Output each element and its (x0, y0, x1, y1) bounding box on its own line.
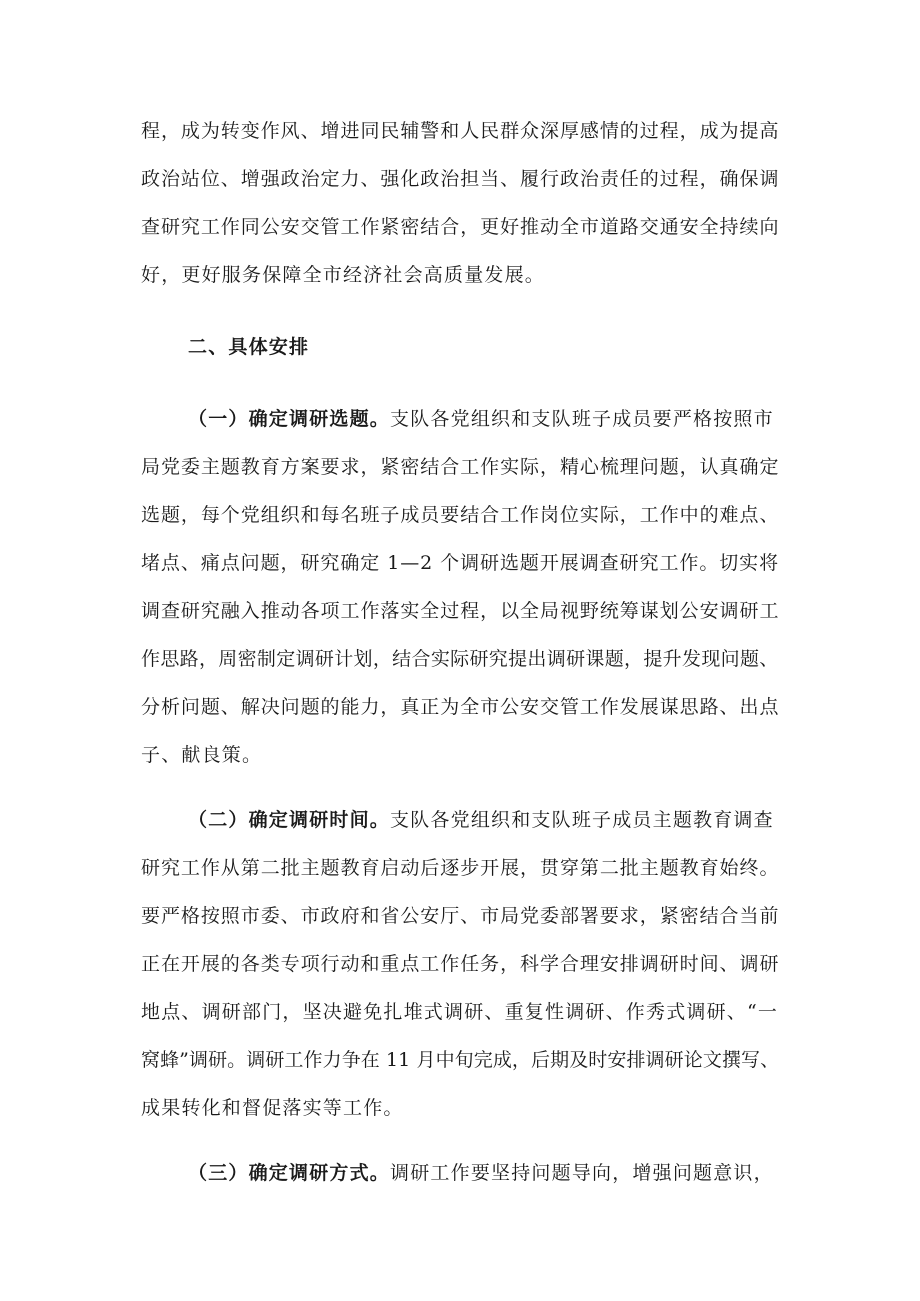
paragraph-text: 支队各党组织和支队班子成员主题教育调查 (390, 809, 774, 831)
paragraph-text: 支队各党组织和支队班子成员要严格按照市 (390, 408, 774, 430)
text-line: 好，更好服务保障全市经济社会高质量发展。 (141, 264, 546, 286)
text-line: 局党委主题教育方案要求，紧密结合工作实际，精心梳理问题，认真确定 (141, 456, 780, 478)
paragraph-lead: （三）确定调研方式。 (188, 1162, 391, 1184)
text-line: 窝蜂”调研。调研工作力争在 11 月中旬完成，后期及时安排调研论文撰写、 (141, 1049, 780, 1071)
text-line: 调查研究融入推动各项工作落实全过程，以全局视野统筹谋划公安调研工 (141, 600, 780, 622)
text-line: 分析问题、解决问题的能力，真正为全市公安交管工作发展谋思路、出点 (141, 696, 780, 718)
paragraph-lead: （一）确定调研选题。 (188, 408, 391, 430)
paragraph-first-line (188, 407, 774, 431)
text-line: 查研究工作同公安交管工作紧密结合，更好推动全市道路交通安全持续向 (141, 216, 780, 238)
text-line: 程，成为转变作风、增进同民辅警和人民群众深厚感情的过程，成为提高 (141, 120, 780, 142)
section-heading: 二、具体安排 (188, 336, 310, 358)
text-line: 政治站位、增强政治定力、强化政治担当、履行政治责任的过程，确保调 (141, 168, 780, 190)
text-line: 选题，每个党组织和每名班子成员要结合工作岗位实际，工作中的难点、 (141, 504, 780, 526)
text-line: 作思路，周密制定调研计划，结合实际研究提出调研课题，提升发现问题、 (141, 648, 779, 670)
paragraph-first-line (188, 1161, 774, 1185)
text-line: 研究工作从第二批主题教育启动后逐步开展，贯穿第二批主题教育始终。 (141, 857, 780, 879)
text-line: 堵点、痛点问题，研究确定 1—2 个调研选题开展调查研究工作。切实将 (141, 552, 780, 574)
text-line: 正在开展的各类专项行动和重点工作任务，科学合理安排调研时间、调研 (141, 953, 780, 975)
paragraph-lead: （二）确定调研时间。 (188, 809, 391, 831)
text-line: 成果转化和督促落实等工作。 (141, 1097, 404, 1119)
paragraph-text: 调研工作要坚持问题导向，增强问题意识， (390, 1162, 774, 1184)
text-line: 地点、调研部门，坚决避免扎堆式调研、重复性调研、作秀式调研、“一 (141, 1001, 779, 1023)
text-line: 要严格按照市委、市政府和省公安厅、市局党委部署要求，紧密结合当前 (141, 905, 780, 927)
text-line: 子、献良策。 (141, 744, 263, 766)
paragraph-first-line (188, 808, 774, 832)
